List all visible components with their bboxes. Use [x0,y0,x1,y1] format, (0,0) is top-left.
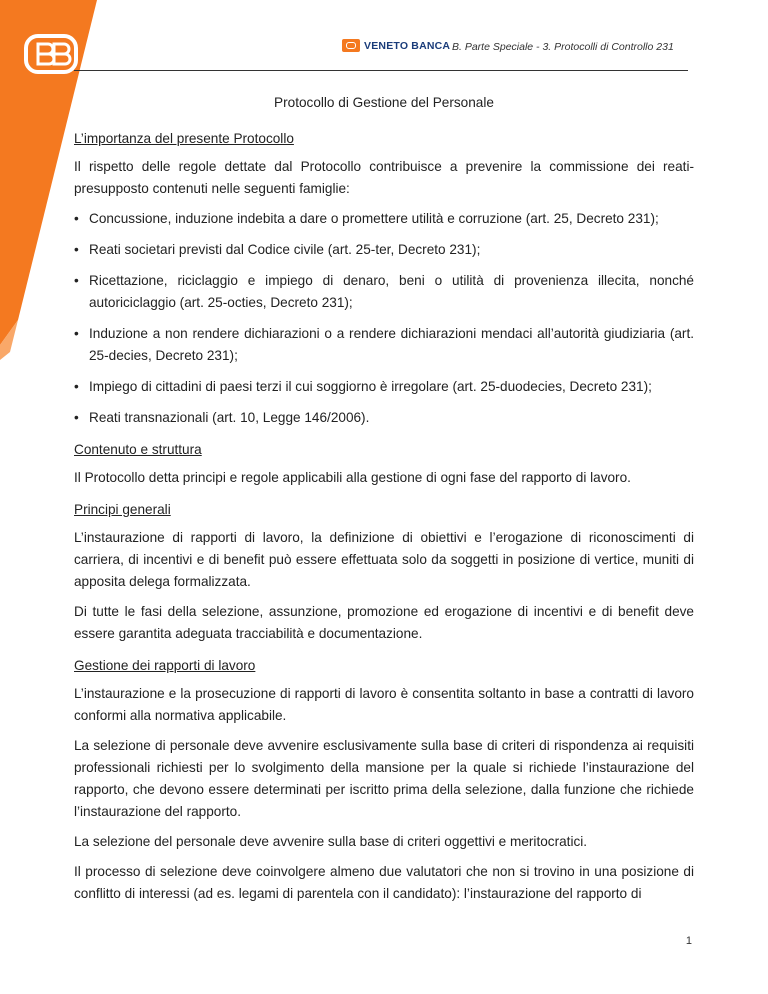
list-item-text: Reati transnazionali (art. 10, Legge 146/2006). [89,410,370,425]
document-title: Protocollo di Gestione del Personale [274,95,494,110]
section-heading: Contenuto e struttura [74,442,202,457]
bank-logo-icon [24,32,80,76]
list-item-text: Reati societari previsti dal Codice civile (art. 25-ter, Decreto 231); [89,242,481,257]
paragraph: La selezione di personale deve avvenire esclusivamente sulla base di criteri di rispondenza ai requisiti professionali richiesti per lo svolgimento della mansione per la quale si richiede l’instaurazione del rapporto, che devono essere determinati per iscritto prima della selezione, dalla funzione che richiede l’instaurazione del rapporto. [74,738,694,819]
bullet-icon: • [74,211,79,226]
list-item [74,270,694,314]
list-item [74,239,694,261]
list-item [74,376,694,398]
bullet-icon: • [74,273,79,288]
paragraph: Il processo di selezione deve coinvolgere almeno due valutatori che non si trovino in una posizione di conflitto di interessi (ad es. legami di parentela con il candidato): l’instaurazione del rapporto di [74,864,694,901]
list-item-text: Impiego di cittadini di paesi terzi il cui soggiorno è irregolare (art. 25-duodecies, Decreto 231); [89,379,652,394]
page-body [74,92,694,913]
list-item [74,323,694,367]
section-heading: Gestione dei rapporti di lavoro [74,658,256,673]
paragraph: L’instaurazione e la prosecuzione di rapporti di lavoro è consentita soltanto in base a contratti di lavoro conformi alla normativa applicabile. [74,686,694,723]
header-brand [342,39,450,52]
bullet-icon: • [74,242,79,257]
paragraph: Il Protocollo detta principi e regole applicabili alla gestione di ogni fase del rapporto di lavoro. [74,470,631,485]
brand-name: VENETO BANCA [364,39,451,52]
header-divider [74,70,688,71]
paragraph: Di tutte le fasi della selezione, assunzione, promozione ed erogazione di incentivi e di benefit deve essere garantita adeguata tracciabilità e documentazione. [74,604,694,641]
paragraph: La selezione del personale deve avvenire sulla base di criteri oggettivi e meritocratici. [74,834,588,849]
list-item [74,208,694,230]
section-heading: Principi generali [74,502,171,517]
header-section-title: B. Parte Speciale - 3. Protocolli di Controllo 231 [452,41,674,53]
list-item [74,407,694,429]
list-item-text: Induzione a non rendere dichiarazioni o a rendere dichiarazioni mendaci all’autorità giudiziaria (art. 25-decies, Decreto 231); [89,326,694,363]
bullet-icon: • [74,326,79,341]
paragraph: Il rispetto delle regole dettate dal Protocollo contribuisce a prevenire la commissione dei reati-presupposto contenuti nelle seguenti famiglie: [74,159,694,196]
page-number: 1 [685,935,692,947]
paragraph: L’instaurazione di rapporti di lavoro, la definizione di obiettivi e l’erogazione di riconoscimenti di carriera, di incentivi e di benefit può essere effettuata solo da soggetti in posizione di vertice, muniti di apposita delega formalizzata. [74,530,694,589]
list-item-text: Concussione, induzione indebita a dare o promettere utilità e corruzione (art. 25, Decreto 231); [89,211,659,226]
list-item-text: Ricettazione, riciclaggio e impiego di denaro, beni o utilità di provenienza illecita, nonché autoriciclaggio (art. 25-octies, Decreto 231); [89,273,694,310]
bullet-icon: • [74,379,79,394]
bullet-icon: • [74,410,79,425]
section-heading: L’importanza del presente Protocollo [74,131,294,146]
bullet-list [74,208,694,429]
veneto-banca-logo-icon [342,39,360,52]
